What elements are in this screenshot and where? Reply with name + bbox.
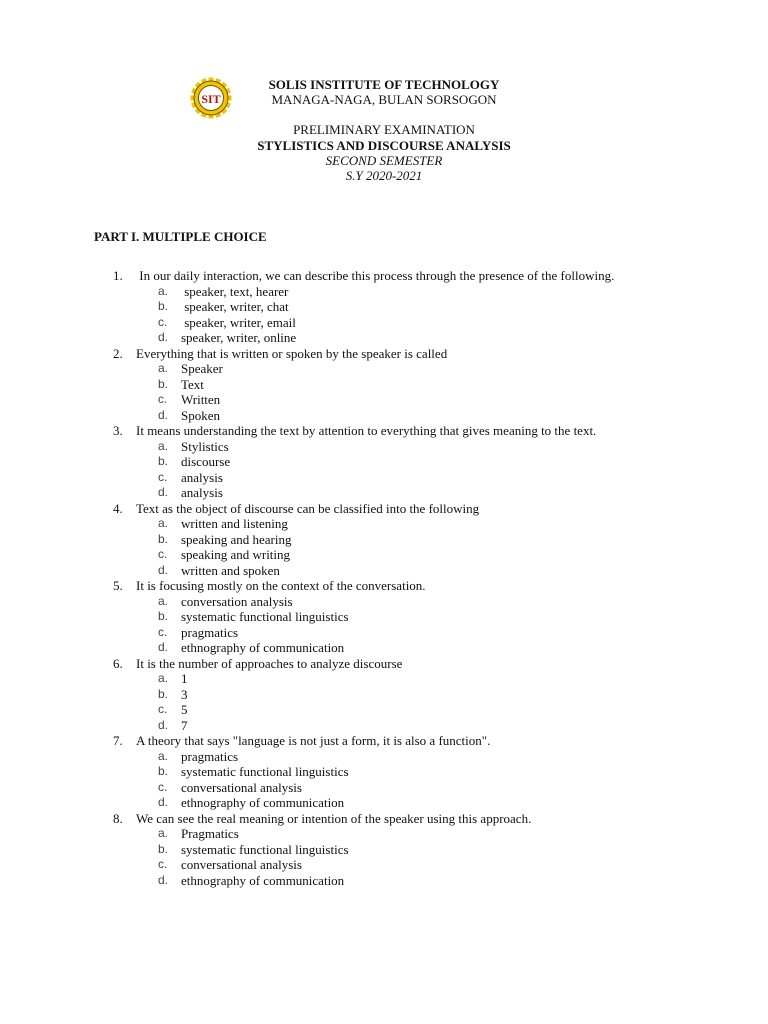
option-letter: d.: [158, 330, 169, 344]
semester: SECOND SEMESTER: [325, 152, 443, 168]
option-text: speaker, writer, email: [181, 314, 296, 330]
option-item: [0, 873, 768, 889]
question-3: [0, 423, 768, 439]
option-letter: c.: [158, 779, 168, 794]
option-text: 5: [181, 702, 188, 717]
option-text: pragmatics: [181, 748, 239, 764]
question-number: 1.: [113, 268, 123, 283]
question-text: We can see the real meaning or intention of the speaker using this approach.: [136, 810, 532, 826]
option-item: [0, 516, 768, 532]
option-item: [0, 842, 768, 858]
question-number: 7.: [113, 733, 123, 748]
part-title: PART I. MULTIPLE CHOICE: [94, 229, 267, 244]
question-text: Everything that is written or spoken by the speaker is called: [136, 345, 448, 361]
option-letter: c.: [158, 547, 168, 561]
option-letter: c.: [158, 702, 168, 716]
option-item: [0, 749, 768, 765]
option-letter: a.: [158, 361, 169, 375]
option-item: [0, 857, 768, 873]
option-item: [0, 532, 768, 548]
option-letter: b.: [158, 764, 169, 778]
option-text: pragmatics: [181, 624, 239, 640]
option-item: [0, 485, 768, 501]
question-text: It means understanding the text by attention to everything that gives meaning to the text.: [136, 423, 597, 438]
option-item: [0, 377, 768, 393]
question-8: [0, 811, 768, 827]
option-letter: c.: [158, 469, 168, 484]
option-text: 1: [181, 671, 188, 686]
option-item: [0, 764, 768, 780]
option-text: systematic functional linguistics: [181, 764, 349, 779]
option-text: Pragmatics: [181, 826, 239, 841]
option-letter: d.: [158, 717, 169, 732]
option-text: systematic functional linguistics: [181, 841, 349, 857]
question-text: In our daily interaction, we can describe this process through the presence of the following.: [136, 268, 615, 283]
option-item: [0, 439, 768, 455]
option-item: [0, 795, 768, 811]
logo-text: SIT: [201, 92, 221, 106]
subject-title: STYLISTICS AND DISCOURSE ANALYSIS: [257, 137, 511, 153]
question-number: 5.: [113, 578, 123, 593]
option-item: [0, 547, 768, 563]
option-item: [0, 702, 768, 718]
option-text: written and listening: [181, 516, 288, 531]
question-2: [0, 346, 768, 362]
question-number: 4.: [113, 500, 123, 516]
option-item: [0, 361, 768, 377]
option-item: [0, 826, 768, 842]
option-text: ethnography of communication: [181, 872, 345, 888]
option-letter: a.: [158, 671, 169, 685]
option-letter: b.: [158, 841, 169, 856]
option-letter: a.: [158, 283, 169, 298]
option-item: [0, 687, 768, 703]
school-address: MANAGA-NAGA, BULAN SORSOGON: [271, 92, 497, 108]
question-list: [0, 268, 768, 888]
option-letter: d.: [158, 640, 169, 654]
option-text: 3: [181, 686, 188, 702]
option-item: [0, 392, 768, 408]
option-letter: c.: [158, 314, 168, 329]
option-text: Spoken: [181, 407, 220, 423]
option-item: [0, 640, 768, 656]
school-year: S.Y 2020-2021: [345, 168, 423, 184]
option-item: [0, 470, 768, 486]
option-letter: b.: [158, 609, 169, 623]
exam-title: PRELIMINARY EXAMINATION: [293, 122, 475, 138]
option-letter: c.: [158, 857, 168, 871]
option-item: [0, 563, 768, 579]
option-item: [0, 609, 768, 625]
option-text: discourse: [181, 454, 231, 469]
option-text: 7: [181, 717, 188, 733]
option-item: [0, 671, 768, 687]
option-text: systematic functional linguistics: [181, 609, 349, 624]
option-letter: d.: [158, 485, 169, 499]
option-item: [0, 625, 768, 641]
option-text: Text: [181, 376, 204, 392]
option-letter: b.: [158, 454, 169, 468]
option-text: conversational analysis: [181, 857, 302, 872]
question-text: A theory that says "language is not just a form, it is also a function".: [136, 733, 491, 748]
question-number: 3.: [113, 423, 123, 438]
option-text: speaker, text, hearer: [181, 283, 289, 299]
option-letter: d.: [158, 562, 169, 577]
option-letter: a.: [158, 516, 169, 530]
document-header: [0, 77, 768, 183]
option-letter: a.: [158, 593, 169, 608]
option-letter: b.: [158, 299, 169, 313]
question-number: 6.: [113, 655, 123, 671]
option-item: [0, 330, 768, 346]
option-item: [0, 408, 768, 424]
option-letter: b.: [158, 376, 169, 391]
option-letter: a.: [158, 438, 169, 453]
question-7: [0, 733, 768, 749]
option-letter: b.: [158, 531, 169, 546]
option-text: speaker, writer, chat: [181, 299, 289, 314]
option-text: analysis: [181, 469, 223, 485]
option-item: [0, 299, 768, 315]
option-letter: a.: [158, 748, 169, 763]
option-letter: d.: [158, 795, 169, 809]
option-letter: c.: [158, 624, 168, 639]
option-text: ethnography of communication: [181, 795, 345, 810]
option-letter: a.: [158, 826, 169, 840]
question-text: It is focusing mostly on the context of the conversation.: [136, 578, 426, 593]
option-letter: c.: [158, 392, 168, 406]
question-number: 2.: [113, 345, 123, 361]
option-item: [0, 315, 768, 331]
option-letter: b.: [158, 686, 169, 701]
option-letter: d.: [158, 407, 169, 422]
option-text: conversation analysis: [181, 593, 293, 609]
option-item: [0, 718, 768, 734]
question-text: Text as the object of discourse can be classified into the following: [136, 500, 480, 516]
question-number: 8.: [113, 810, 123, 826]
question-5: [0, 578, 768, 594]
option-item: [0, 780, 768, 796]
option-text: speaking and hearing: [181, 531, 292, 547]
option-text: analysis: [181, 485, 223, 500]
option-text: conversational analysis: [181, 779, 302, 795]
option-text: Stylistics: [181, 438, 229, 454]
option-text: speaking and writing: [181, 547, 291, 562]
option-letter: d.: [158, 872, 169, 887]
option-item: [0, 454, 768, 470]
question-1: [0, 268, 768, 284]
option-text: speaker, writer, online: [181, 330, 297, 345]
option-text: written and spoken: [181, 562, 280, 578]
school-name: SOLIS INSTITUTE OF TECHNOLOGY: [268, 77, 500, 92]
option-text: Written: [181, 392, 221, 407]
option-text: ethnography of communication: [181, 640, 345, 655]
question-6: [0, 656, 768, 672]
option-item: [0, 284, 768, 300]
question-text: It is the number of approaches to analyze discourse: [136, 655, 403, 671]
option-item: [0, 594, 768, 610]
question-4: [0, 501, 768, 517]
option-text: Speaker: [181, 361, 223, 376]
